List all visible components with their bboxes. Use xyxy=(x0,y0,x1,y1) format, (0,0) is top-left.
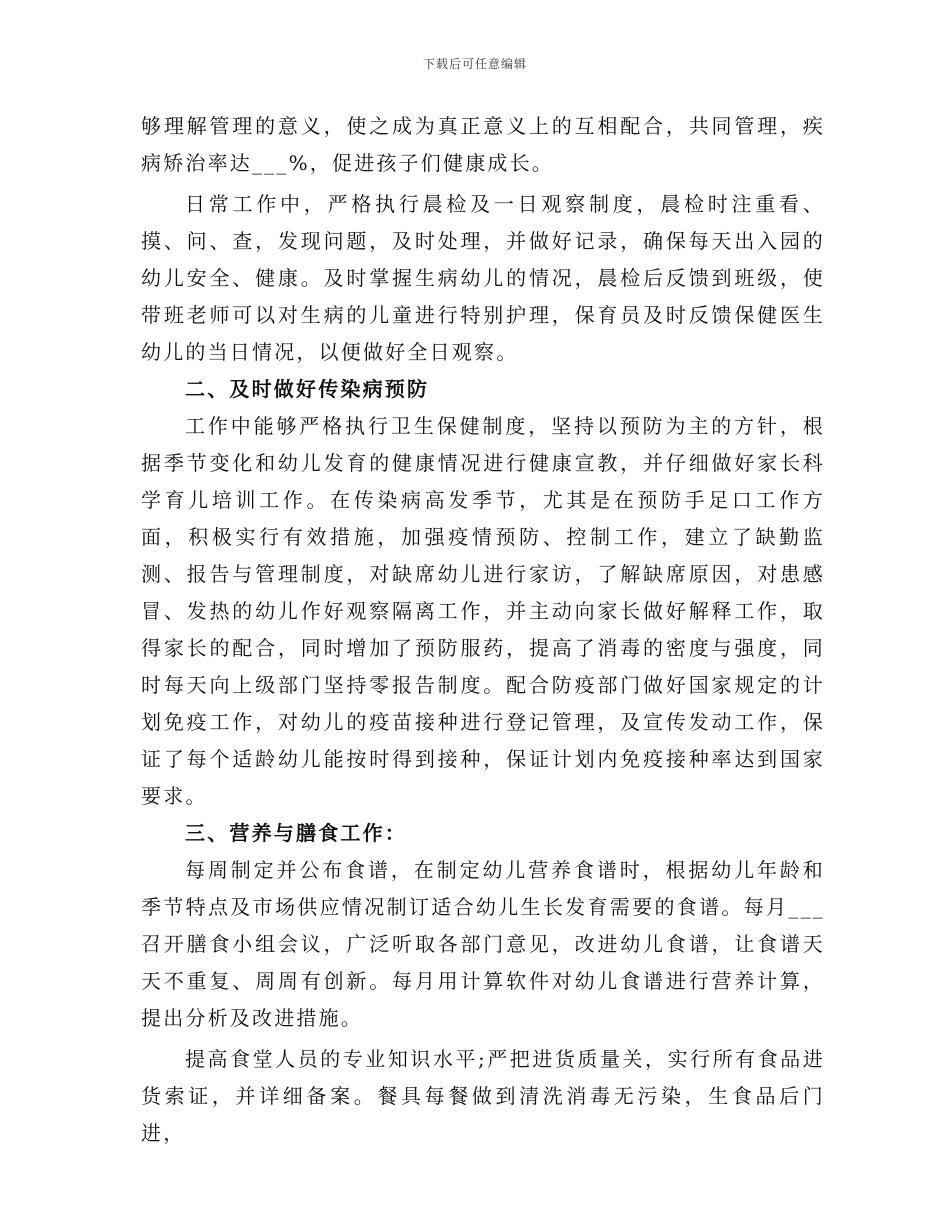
paragraph-canteen-staff: 提高食堂人员的专业知识水平;严把进货质量关，实行所有食品进货索证，并详细备案。餐具每餐做到清洗消毒无污染，生食品后门进， xyxy=(141,1047,825,1145)
section-heading-disease-prevention: 二、及时做好传染病预防 xyxy=(185,377,430,401)
paragraph-continuation: 够理解管理的意义，使之成为真正意义上的互相配合，共同管理，疾病矫治率达___%，促进孩子们健康成长。 xyxy=(141,114,825,175)
paragraph-weekly-menu: 每周制定并公布食谱，在制定幼儿营养食谱时，根据幼儿年龄和季节特点及市场供应情况制订适合幼儿生长发育需要的食谱。每月___召开膳食小组会议，广泛听取各部门意见，改进幼儿食谱，让食谱天天不重复、周周有创新。每月用计算软件对幼儿食谱进行营养计算，提出分析及改进措施。 xyxy=(141,858,825,1030)
section-heading-nutrition: 三、营养与膳食工作： xyxy=(185,821,407,845)
document-body xyxy=(141,108,825,1152)
paragraph-disease-prevention: 工作中能够严格执行卫生保健制度，坚持以预防为主的方针，根据季节变化和幼儿发育的健康情况进行健康宣教，并仔细做好家长科学育儿培训工作。在传染病高发季节，尤其是在预防手足口工作方面，积极实行有效措施，加强疫情预防、控制工作，建立了缺勤监测、报告与管理制度，对缺席幼儿进行家访，了解缺席原因，对患感冒、发热的幼儿作好观察隔离工作，并主动向家长做好解释工作，取得家长的配合，同时增加了预防服药，提高了消毒的密度与强度，同时每天向上级部门坚持零报告制度。配合防疫部门做好国家规定的计划免疫工作，对幼儿的疫苗接种进行登记管理，及宣传发动工作，保证了每个适龄幼儿能按时得到接种，保证计划内免疫接种率达到国家要求。 xyxy=(141,414,825,808)
paragraph-morning-check: 日常工作中，严格执行晨检及一日观察制度，晨检时注重看、摸、问、查，发现问题，及时处理，并做好记录，确保每天出入园的幼儿安全、健康。及时掌握生病幼儿的情况，晨检后反馈到班级，使带班老师可以对生病的儿童进行特别护理，保育员及时反馈保健医生幼儿的当日情况，以便做好全日观察。 xyxy=(141,192,825,364)
page-header-note: 下载后可任意编辑 xyxy=(422,57,527,71)
